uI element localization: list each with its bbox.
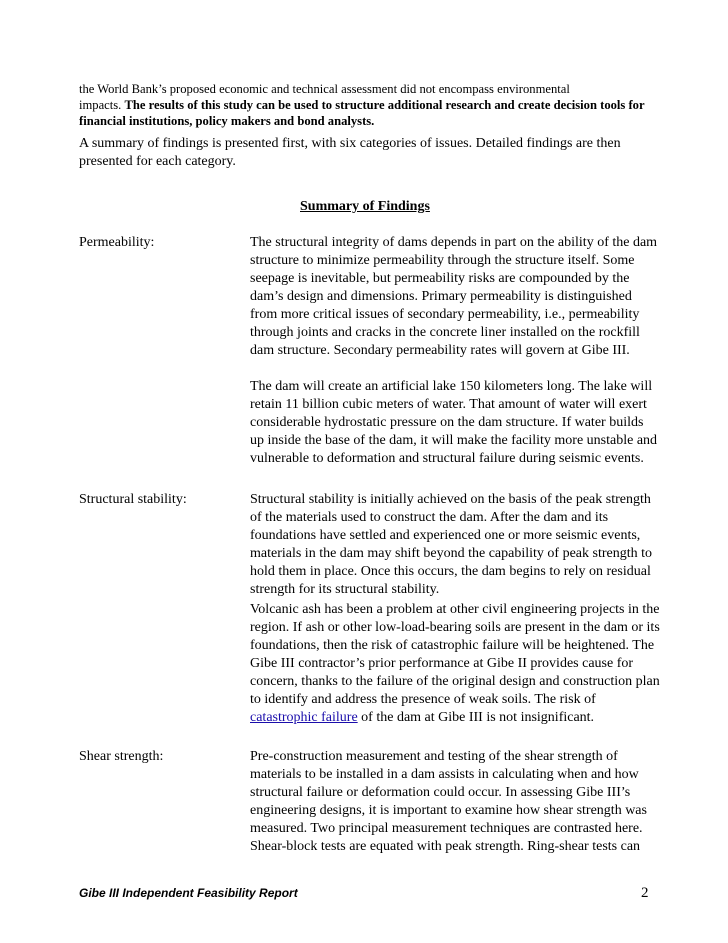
structural-stability-paragraph-1: Structural stability is initially achieved on the basis of the peak strength of the materials used to construct the dam. After the dam and its foundations have settled and experienced one or more seismic events, materials in the dam may shift beyond the capability of peak strength to hold them in place. Once this occurs, the dam begins to rely on residual strength for its structural stability.: [250, 492, 653, 597]
catastrophic-failure-link[interactable]: catastrophic failure: [250, 710, 358, 725]
structural-stability-paragraph-2: [250, 601, 660, 727]
structural-stability-label: Structural stability:: [79, 492, 187, 507]
permeability-paragraph-1: The structural integrity of dams depends in part on the ability of the dam structure to minimize permeability through the structure itself. Some seepage is inevitable, but permeability risks are compounded by the dam’s design and dimensions. Primary permeability is distinguished from more critical issues of secondary permeability, i.e., permeability through joints and cracks in the concrete liner installed on the rockfill dam structure. Secondary permeability rates will govern at Gibe III.: [250, 235, 658, 358]
intro-line-1: the World Bank’s proposed economic and technical assessment did not encompass environmental: [79, 82, 570, 96]
structural-stability-p2-before-link: Volcanic ash has been a problem at other civil engineering projects in the region. If ash or other low-load-bearing soils are present in the dam or its foundations, then the risk of catastrophic failure will be heightened. The Gibe III contractor’s prior performance at Gibe II provides cause for concern, thanks to the failure of the original design and construction plan to identify and address the presence of weak soils. The risk of: [250, 602, 660, 707]
summary-heading: Summary of Findings: [300, 199, 430, 214]
footer-title: Gibe III Independent Feasibility Report: [79, 886, 298, 900]
permeability-label: Permeability:: [79, 235, 155, 250]
intro-bold-text: The results of this study can be used to structure additional research and create decision tools for financial institutions, policy makers and bond analysts.: [79, 98, 645, 128]
shear-strength-label: Shear strength:: [79, 749, 164, 764]
shear-strength-paragraph-1: Pre-construction measurement and testing of the shear strength of materials to be installed in a dam assists in calculating when and how structural failure or deformation could occur. In assessing Gibe III’s engineering designs, it is important to examine how shear strength was measured. Two principal measurement techniques are contrasted here. Shear-block tests are equated with peak strength. Ring-shear tests can: [250, 749, 647, 854]
structural-stability-p2-after-link: of the dam at Gibe III is not insignificant.: [357, 710, 595, 725]
intro-impacts-lead: impacts.: [79, 98, 125, 112]
intro-section: [79, 81, 659, 171]
page-number: 2: [641, 885, 649, 901]
intro-paragraph-1: [79, 81, 659, 129]
intro-paragraph-2: A summary of findings is presented first, with six categories of issues. Detailed findings are then presented for each category.: [79, 136, 621, 169]
permeability-paragraph-2: The dam will create an artificial lake 150 kilometers long. The lake will retain 11 billion cubic meters of water. That amount of water will exert considerable hydrostatic pressure on the dam structure. If water builds up inside the base of the dam, it will make the facility more unstable and vulnerable to deformation and structural failure during seismic events.: [250, 379, 658, 466]
